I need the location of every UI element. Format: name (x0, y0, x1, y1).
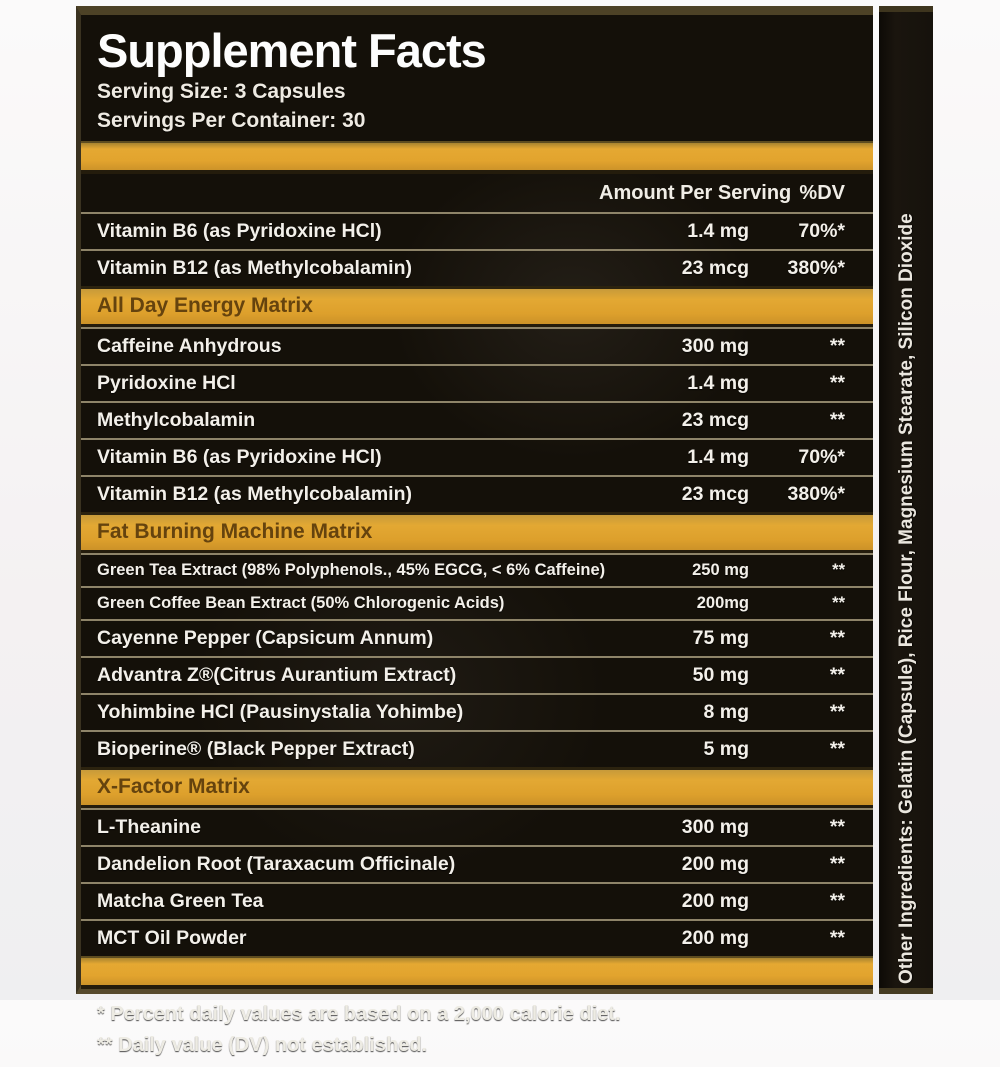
ingredient-dv: ** (829, 738, 845, 760)
ingredient-dv: 70%* (798, 446, 845, 468)
ingredient-amount: 5 mg (703, 738, 749, 760)
ingredient-name: Caffeine Anhydrous (97, 335, 282, 357)
ingredient-amount: 200 mg (681, 853, 749, 875)
ingredient-dv: ** (829, 627, 845, 649)
section-header: Fat Burning Machine Matrix (81, 512, 873, 553)
ingredient-row (81, 882, 873, 919)
top-gold-divider (81, 141, 873, 174)
ingredient-dv: ** (829, 664, 845, 686)
ingredient-amount: 75 mg (692, 627, 749, 649)
ingredient-name: Dandelion Root (Taraxacum Officinale) (97, 853, 456, 875)
amount-per-serving-header: Amount Per Serving (599, 182, 792, 204)
ingredient-dv: ** (832, 594, 845, 612)
ingredient-amount: 300 mg (681, 335, 749, 357)
ingredient-dv: 380%* (787, 257, 845, 279)
facts-header-block (81, 15, 873, 141)
facts-table-body (81, 212, 873, 956)
section-header: All Day Energy Matrix (81, 286, 873, 327)
footnotes-block (81, 989, 873, 1067)
ingredient-name: Bioperine® (Black Pepper Extract) (97, 738, 415, 760)
ingredient-row (81, 808, 873, 845)
serving-size-text: Serving Size: 3 Capsules (97, 80, 346, 103)
ingredient-row (81, 619, 873, 656)
ingredient-row (81, 364, 873, 401)
ingredient-dv: ** (829, 372, 845, 394)
ingredient-row (81, 249, 873, 286)
ingredient-row (81, 693, 873, 730)
ingredient-dv: 70%* (798, 220, 845, 242)
ingredient-name: Pyridoxine HCl (97, 372, 236, 394)
ingredient-dv: ** (829, 335, 845, 357)
ingredient-name: Vitamin B12 (as Methylcobalamin) (97, 483, 412, 505)
ingredient-row (81, 656, 873, 693)
ingredient-name: Vitamin B12 (as Methylcobalamin) (97, 257, 412, 279)
ingredient-amount: 300 mg (681, 816, 749, 838)
ingredient-name: Green Coffee Bean Extract (50% Chlorogenic Acids) (97, 594, 505, 612)
ingredient-dv: 380%* (787, 483, 845, 505)
ingredient-row (81, 586, 873, 619)
ingredient-name: Cayenne Pepper (Capsicum Annum) (97, 627, 434, 649)
ingredient-dv: ** (829, 890, 845, 912)
ingredient-name: Vitamin B6 (as Pyridoxine HCl) (97, 220, 382, 242)
supplement-facts-title: Supplement Facts (97, 24, 486, 77)
ingredient-name: L-Theanine (97, 816, 202, 838)
ingredient-amount: 23 mcg (681, 409, 749, 431)
ingredient-row (81, 475, 873, 512)
ingredient-row (81, 438, 873, 475)
ingredient-name: Vitamin B6 (as Pyridoxine HCl) (97, 446, 382, 468)
ingredient-name: Methylcobalamin (97, 409, 256, 431)
footnote-dv-not-established: ** Daily value (DV) not established. (97, 1034, 428, 1056)
ingredient-amount: 200 mg (681, 890, 749, 912)
ingredient-amount: 250 mg (692, 561, 749, 579)
ingredient-name: Green Tea Extract (98% Polyphenols., 45% EGCG, < 6% Caffeine) (97, 561, 606, 579)
ingredient-dv: ** (829, 927, 845, 949)
ingredient-name: Advantra Z®(Citrus Aurantium Extract) (97, 664, 457, 686)
ingredient-dv: ** (829, 853, 845, 875)
ingredient-row (81, 919, 873, 956)
ingredient-dv: ** (829, 816, 845, 838)
ingredient-amount: 200mg (696, 594, 749, 612)
ingredient-row (81, 730, 873, 767)
column-header-row (81, 174, 873, 212)
servings-per-container-text: Servings Per Container: 30 (97, 109, 366, 132)
ingredient-amount: 50 mg (692, 664, 749, 686)
ingredient-amount: 8 mg (703, 701, 749, 723)
ingredient-name: MCT Oil Powder (97, 927, 247, 949)
ingredient-dv: ** (829, 701, 845, 723)
supplement-facts-panel (76, 6, 873, 1056)
ingredient-row (81, 553, 873, 586)
dv-header: %DV (799, 182, 845, 204)
ingredient-amount: 23 mcg (681, 483, 749, 505)
ingredient-amount: 1.4 mg (687, 372, 749, 394)
ingredient-name: Matcha Green Tea (97, 890, 264, 912)
ingredient-amount: 23 mcg (681, 257, 749, 279)
ingredient-row (81, 401, 873, 438)
other-ingredients-text: Other Ingredients: Gelatin (Capsule), Rice Flour, Magnesium Stearate, Silicon Dioxide (896, 213, 917, 984)
ingredient-amount: 1.4 mg (687, 220, 749, 242)
ingredient-amount: 200 mg (681, 927, 749, 949)
footnote-daily-values: * Percent daily values are based on a 2,000 calorie diet. (97, 1003, 621, 1025)
other-ingredients-strip (879, 6, 933, 994)
ingredient-row (81, 212, 873, 249)
ingredient-row (81, 327, 873, 364)
ingredient-name: Yohimbine HCl (Pausinystalia Yohimbe) (97, 701, 464, 723)
section-header: X-Factor Matrix (81, 767, 873, 808)
ingredient-dv: ** (832, 561, 845, 579)
bottom-gold-divider (81, 956, 873, 989)
ingredient-dv: ** (829, 409, 845, 431)
ingredient-amount: 1.4 mg (687, 446, 749, 468)
ingredient-row (81, 845, 873, 882)
